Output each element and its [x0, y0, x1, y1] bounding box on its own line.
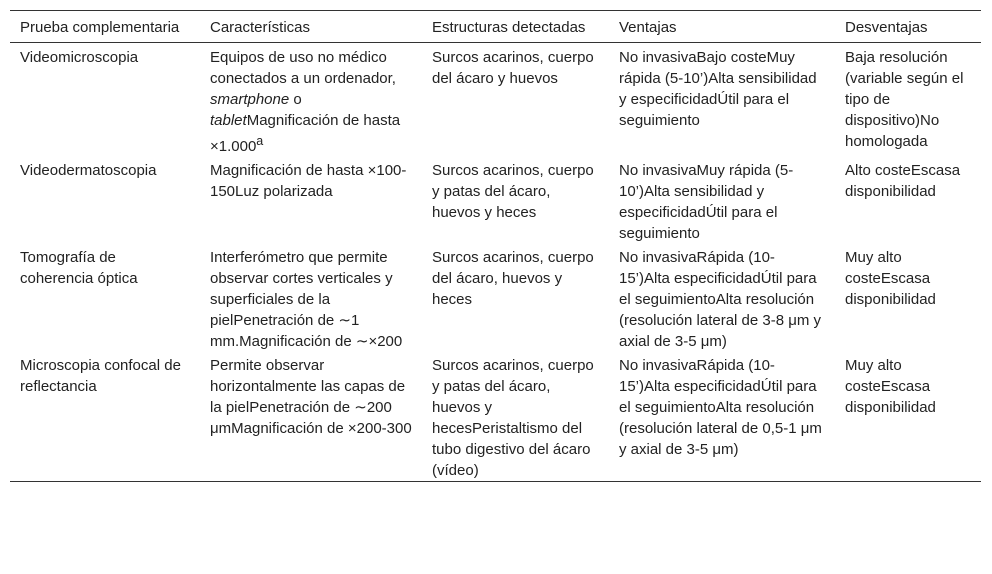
cell-prueba: Videodermatoscopia [20, 162, 157, 179]
cell-estructuras: Surcos acarinos, cuerpo y patas del ácaro, huevos y hecesPeristaltismo del tubo digestivo del ácaro (vídeo) [432, 357, 594, 479]
table-row [10, 352, 981, 482]
cell-prueba: Microscopia confocal de reflectancia [20, 357, 181, 395]
text-segment: o [289, 91, 302, 108]
header-ventajas: Ventajas [619, 19, 677, 36]
cell-prueba: Tomografía de coherencia óptica [20, 249, 138, 287]
text-segment: Magnificación de hasta ×1.000 [210, 112, 401, 155]
header-estructuras: Estructuras detectadas [432, 19, 586, 36]
table-row [10, 244, 981, 352]
footnote-marker: a [256, 134, 264, 148]
table-row [10, 43, 981, 158]
cell-estructuras: Surcos acarinos, cuerpo del ácaro, huevos y heces [432, 249, 594, 308]
cell-desventajas: Alto costeEscasa disponibilidad [845, 162, 961, 200]
header-caracteristicas: Características [210, 19, 311, 36]
header-desventajas: Desventajas [845, 19, 928, 36]
cell-caracteristicas: Interferómetro que permite observar cortes verticales y superficiales de la pielPenetración de ∼1 mm.Magnificación de ∼×200 [210, 249, 403, 350]
cell-desventajas: Muy alto costeEscasa disponibilidad [845, 249, 936, 308]
cell-desventajas: Baja resolución (variable según el tipo de dispositivo)No homologada [845, 49, 964, 150]
cell-estructuras: Surcos acarinos, cuerpo del ácaro y huevos [432, 49, 594, 87]
cell-ventajas: No invasivaBajo costeMuy rápida (5-10’)Alta sensibilidad y especificidadÚtil para el seguimiento [619, 49, 817, 129]
header-prueba: Prueba complementaria [20, 19, 180, 36]
cell-prueba: Videomicroscopia [20, 49, 139, 66]
text-emphasis: smartphone [210, 91, 290, 108]
cell-caracteristicas [200, 43, 422, 158]
text-emphasis: tablet [210, 112, 247, 129]
table-row [10, 157, 981, 244]
cell-desventajas: Muy alto costeEscasa disponibilidad [845, 357, 936, 416]
cell-estructuras: Surcos acarinos, cuerpo y patas del ácaro, huevos y heces [432, 162, 594, 221]
comparison-table [10, 10, 981, 482]
cell-ventajas: No invasivaMuy rápida (5-10’)Alta sensibilidad y especificidadÚtil para el seguimiento [619, 162, 794, 242]
cell-caracteristicas: Magnificación de hasta ×100-150Luz polarizada [210, 162, 407, 200]
cell-caracteristicas: Permite observar horizontalmente las capas de la pielPenetración de ∼200 μmMagnificación de ×200-300 [210, 357, 412, 437]
cell-ventajas: No invasivaRápida (10-15’)Alta especificidadÚtil para el seguimientoAlta resolución (resolución lateral de 3-8 μm y axial de 3-5 μm) [619, 249, 822, 350]
text-segment: Equipos de uso no médico conectados a un ordenador, [210, 49, 396, 87]
cell-ventajas: No invasivaRápida (10-15’)Alta especificidadÚtil para el seguimientoAlta resolución (resolución lateral de 0,5-1 μm y axial de 3-5 μm) [619, 357, 822, 458]
table-header-row [10, 11, 981, 43]
